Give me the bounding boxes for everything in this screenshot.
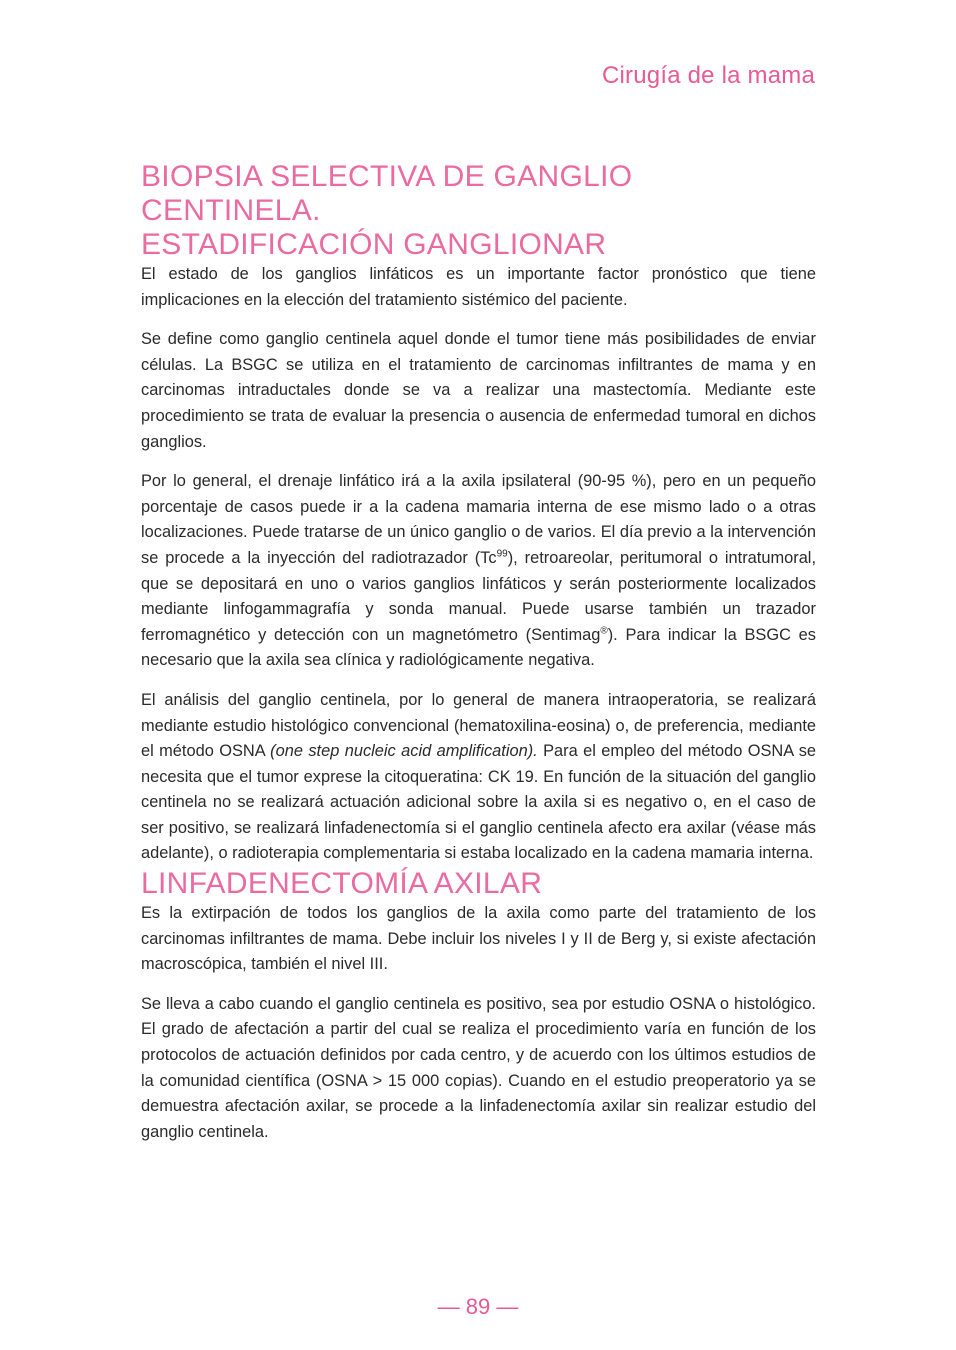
- paragraph-analisis-centinela: [141, 688, 816, 867]
- section-title-biopsia: [141, 160, 816, 262]
- paragraph-estado-ganglios: El estado de los ganglios linfáticos es un importante factor pronóstico que tiene implicaciones en la elección del tratamiento sistémico del paciente.: [141, 265, 816, 309]
- paragraph-extirpacion: Es la extirpación de todos los ganglios de la axila como parte del tratamiento de los carcinomas infiltrantes de mama. Debe incluir los niveles I y II de Berg y, si existe afectación macroscópica, también el nivel III.: [141, 904, 816, 974]
- page-number: — 89 —: [437, 1294, 519, 1319]
- paragraph-drenaje-linfatico: [141, 469, 816, 674]
- paragraph-analisis-part-b: Para el empleo del método OSNA se necesita que el tumor exprese la citoqueratina: CK 19. En función de la situación del ganglio centinela no se realizará actuación adicional sobre la axila si es negativo o, en el caso de ser positivo, se realizará linfadenectomía si el ganglio centinela afecto era axilar (véase más adelante), o radioterapia complementaria si estaba localizado en la cadena mamaria interna.: [141, 742, 816, 863]
- superscript-registered: ®: [600, 625, 608, 637]
- paragraph-drenaje-part-b: ), retroareolar, peritumoral o intratumoral, que se depositará en uno o varios ganglios linfáticos y serán posteriormente localizados mediante linfogammagrafía y sonda manual. Puede usarse también un trazador ferromagnético y detección con un magnetómetro (Sentimag: [141, 548, 817, 644]
- section-title-line-2: ESTADIFICACIÓN GANGLIONAR: [141, 228, 607, 261]
- paragraph-drenaje-part-a: Por lo general, el drenaje linfático irá a la axila ipsilateral (90-95 %), pero en un pequeño porcentaje de casos puede ir a la cadena mamaria interna de ese mismo lado o a otras localizaciones. Puede tratarse de un único ganglio o de varios. El día previo a la intervención se procede a la inyección del radiotrazador (Tc: [141, 472, 816, 567]
- running-header: Cirugía de la mama: [601, 62, 815, 89]
- section-title-linfadenectomia: LINFADENECTOMÍA AXILAR: [141, 867, 543, 901]
- paragraph-indicacion: Se lleva a cabo cuando el ganglio centinela es positivo, sea por estudio OSNA o histológico. El grado de afectación a partir del cual se realiza el procedimiento varía en función de los protocolos de actuación definidos por cada centro, y de acuerdo con los últimos estudios de la comunidad científica (OSNA > 15 000 copias). Cuando en el estudio preoperatorio ya se demuestra afectación axilar, se procede a la linfadenectomía axilar sin realizar estudio del ganglio centinela.: [141, 994, 816, 1141]
- paragraph-drenaje-part-c: ). Para indicar la BSGC es necesario que la axila sea clínica y radiológicamente negativa.: [141, 625, 816, 670]
- paragraph-analisis-part-a: El análisis del ganglio centinela, por lo general de manera intraoperatoria, se realizará mediante estudio histológico convencional (hematoxilina-eosina) o, de preferencia, mediante el método OSNA: [141, 690, 816, 761]
- paragraph-analisis-italic: (one step nucleic acid amplification).: [270, 742, 538, 761]
- page-content: [141, 160, 816, 1145]
- paragraph-definicion-centinela: Se define como ganglio centinela aquel donde el tumor tiene más posibilidades de enviar células. La BSGC se utiliza en el tratamiento de carcinomas infiltrantes de mama y en carcinomas intraductales donde se va a realizar una mastectomía. Mediante este procedimiento se trata de evaluar la presencia o ausencia de enfermedad tumoral en dichos ganglios.: [141, 330, 816, 451]
- section-title-line-1: BIOPSIA SELECTIVA DE GANGLIO CENTINELA.: [141, 160, 633, 227]
- superscript-99: 99: [496, 548, 508, 560]
